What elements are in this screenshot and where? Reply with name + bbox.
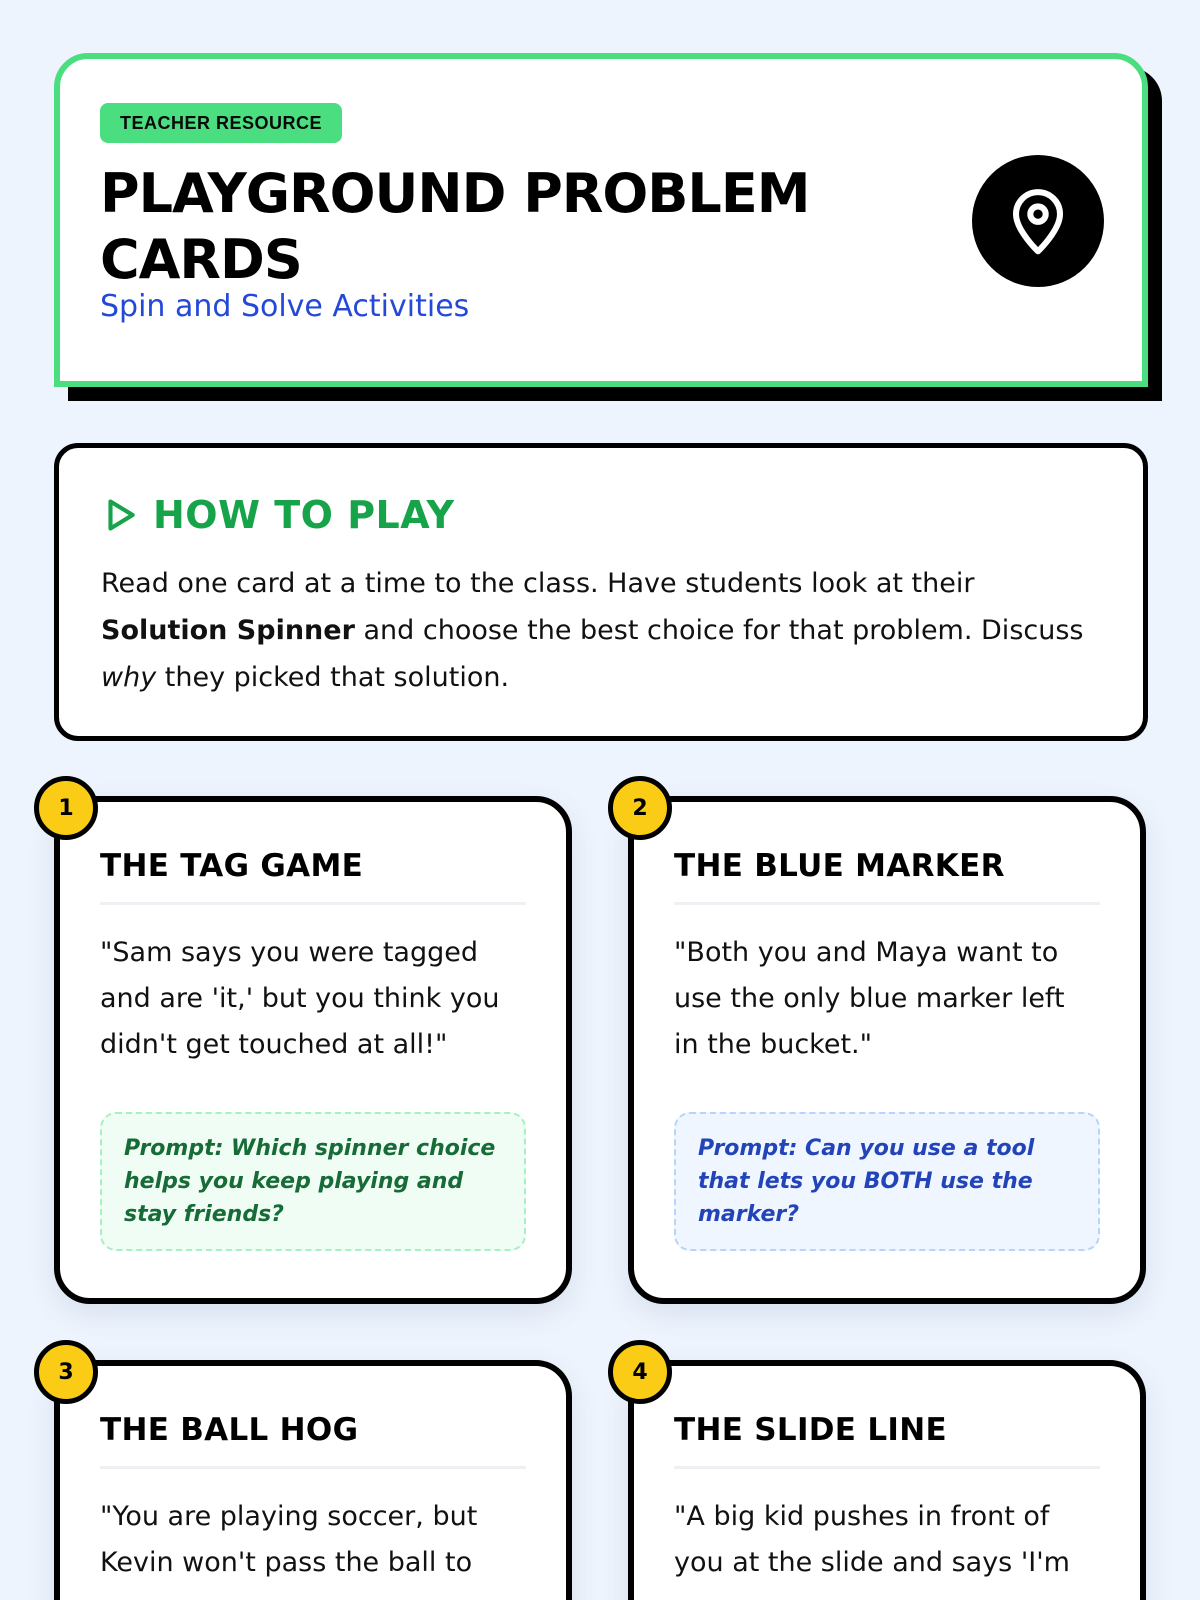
how-to-play-section bbox=[54, 443, 1148, 741]
teacher-resource-badge: TEACHER RESOURCE bbox=[100, 103, 342, 143]
play-icon bbox=[101, 496, 139, 534]
card-title: THE SLIDE LINE bbox=[674, 1412, 947, 1448]
instructions-text: and choose the best choice for that problem. Discuss bbox=[354, 615, 1084, 646]
card-prompt: Prompt: Which spinner choice helps you keep playing and stay friends? bbox=[100, 1112, 526, 1251]
card-divider bbox=[674, 1466, 1100, 1469]
instructions-text: they picked that solution. bbox=[156, 662, 510, 693]
card-divider bbox=[674, 902, 1100, 905]
card-number-badge: 2 bbox=[608, 776, 672, 840]
map-pin-icon bbox=[972, 155, 1104, 287]
card-title: THE BLUE MARKER bbox=[674, 848, 1005, 884]
instructions-text: Read one card at a time to the class. Have students look at their bbox=[101, 568, 975, 599]
how-to-play-heading bbox=[101, 492, 455, 538]
card-number-badge: 1 bbox=[34, 776, 98, 840]
card-divider bbox=[100, 1466, 526, 1469]
card-scenario-text: "You are playing soccer, but Kevin won't pass the ball to bbox=[100, 1501, 478, 1578]
card-scenario-text: "Sam says you were tagged and are 'it,' but you think you didn't get touched at all!" bbox=[100, 937, 500, 1060]
instructions-italic: why bbox=[101, 662, 157, 693]
card-scenario-text: "Both you and Maya want to use the only blue marker left in the bucket." bbox=[674, 937, 1065, 1060]
card-number-badge: 4 bbox=[608, 1340, 672, 1404]
card-prompt: Prompt: Can you use a tool that lets you BOTH use the marker? bbox=[674, 1112, 1100, 1251]
card-scenario-text: "A big kid pushes in front of you at the slide and says 'I'm bbox=[674, 1501, 1070, 1578]
card-divider bbox=[100, 902, 526, 905]
page-subtitle: Spin and Solve Activities bbox=[100, 289, 470, 324]
problem-card-ball-hog bbox=[54, 1360, 572, 1600]
how-to-play-title: HOW TO PLAY bbox=[153, 493, 455, 537]
problem-card-tag-game bbox=[54, 796, 572, 1304]
card-title: THE TAG GAME bbox=[100, 848, 364, 884]
header-card bbox=[54, 53, 1148, 387]
problem-card-blue-marker bbox=[628, 796, 1146, 1304]
page-title: PLAYGROUND PROBLEM CARDS bbox=[100, 162, 810, 291]
problem-card-slide-line bbox=[628, 1360, 1146, 1600]
card-title: THE BALL HOG bbox=[100, 1412, 359, 1448]
card-number-badge: 3 bbox=[34, 1340, 98, 1404]
instructions-bold: Solution Spinner bbox=[101, 615, 355, 646]
how-to-play-instructions bbox=[101, 560, 1101, 701]
